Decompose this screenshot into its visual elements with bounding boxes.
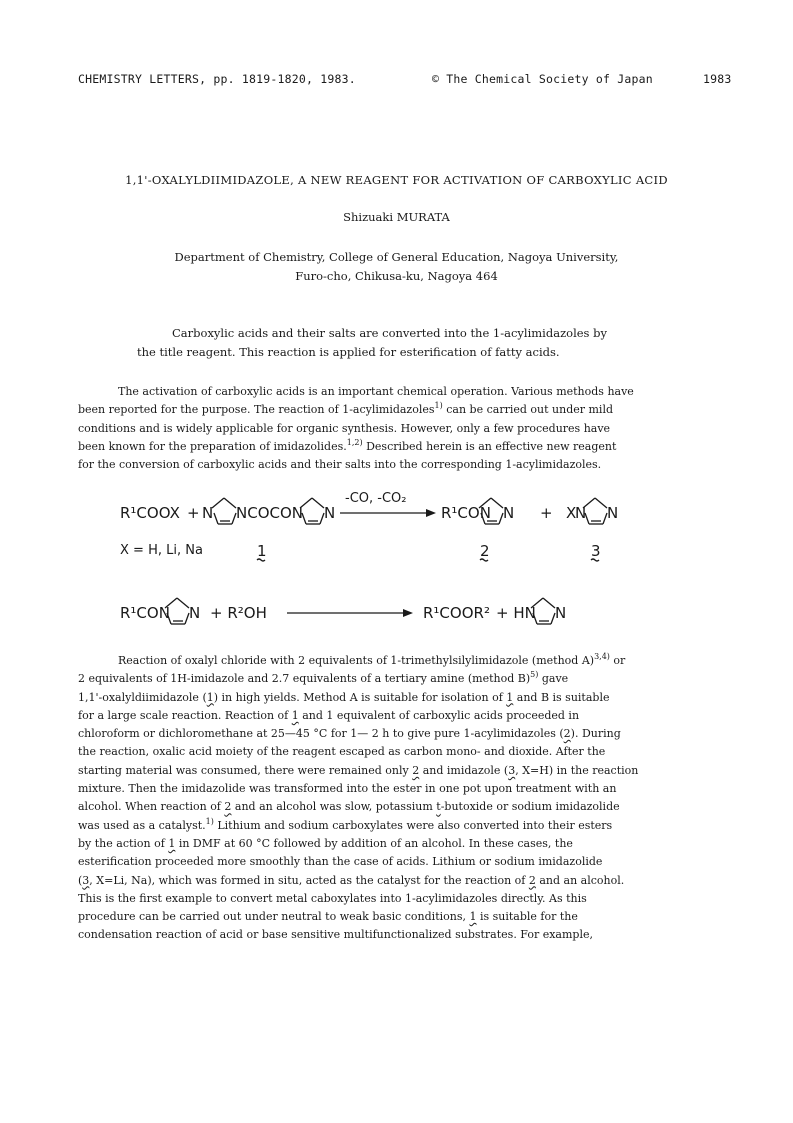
compound-label-2: 2 bbox=[480, 542, 490, 560]
compound-number: 1 bbox=[206, 690, 214, 704]
text-line: This is the first example to convert metal caboxylates into 1-acylimidazoles directly. As this bbox=[78, 891, 587, 905]
compound-label-3: 3 bbox=[591, 542, 601, 560]
citation-ref: 1) bbox=[434, 401, 443, 411]
x-prefix: X bbox=[566, 504, 577, 522]
product-acylimidazole: R¹CON bbox=[441, 504, 491, 522]
header-year: 1983 bbox=[703, 72, 732, 86]
text-line: mixture. Then the imidazolide was transformed into the ester in one pot upon treatment with an bbox=[78, 782, 617, 796]
compound-number: 2 bbox=[563, 727, 571, 741]
reagent-core: NCOCON bbox=[236, 504, 304, 522]
text-line: for a large scale reaction. Reaction of 1 and 1 equivalent of carboxylic acids proceeded in bbox=[78, 708, 580, 722]
text-line: was used as a catalyst.$^{1)}$ Lithium and sodium carboxylates were also converted into their esters bbox=[78, 816, 613, 832]
compound-number: 2 bbox=[528, 873, 536, 887]
reagent-n-left: N bbox=[202, 504, 214, 522]
compound-number: 3 bbox=[508, 763, 516, 777]
compound-number: 3 bbox=[82, 873, 90, 887]
imidazole-ring bbox=[583, 498, 607, 524]
plus-sign: + bbox=[187, 504, 200, 522]
article-title: 1,1'-OXALYLDIIMIDAZOLE, A NEW REAGENT FOR ACTIVATION OF CARBOXYLIC ACID bbox=[125, 173, 668, 187]
imidazole-n: N bbox=[555, 604, 567, 622]
journal-citation: CHEMISTRY LETTERS, pp. 1819-1820, 1983. bbox=[78, 72, 356, 86]
product-n: N bbox=[503, 504, 515, 522]
text-line: alcohol. When reaction of 2 and an alcohol was slow, potassium t-butoxide or sodium imidazolide bbox=[78, 800, 620, 814]
abstract-line-2: the title reagent. This reaction is applied for esterification of fatty acids. bbox=[137, 345, 560, 359]
arrow-label: -CO, -CO₂ bbox=[345, 491, 407, 506]
text-line: for the conversion of carboxylic acids and their salts into the corresponding 1-acylimidazoles. bbox=[78, 458, 602, 472]
text-line: Reaction of oxalyl chloride with 2 equivalents of 1-trimethylsilylimidazole (method A)$^{3,4)}$ or bbox=[118, 652, 626, 667]
plus-sign: + bbox=[540, 504, 553, 522]
text-line: (3, X=Li, Na), which was formed in situ, acted as the catalyst for the reaction of 2 and an alcohol. bbox=[78, 873, 625, 887]
text-line: been reported for the purpose. The reaction of 1-acylimidazoles$^{1)}$ can be carried out under mild bbox=[78, 401, 614, 417]
citation-ref: 1) bbox=[205, 816, 214, 826]
text-line: esterification proceeded more smoothly than the case of acids. Lithium or sodium imidazolide bbox=[78, 855, 603, 869]
acylimidazole: R¹CON bbox=[120, 604, 170, 622]
text-line: 1,1'-oxalyldiimidazole (1) in high yields. Method A is suitable for isolation of 1 and B is suitable bbox=[78, 690, 610, 704]
results-paragraph bbox=[78, 652, 715, 945]
imidazole-n-left: N bbox=[575, 504, 587, 522]
arrowhead bbox=[403, 609, 413, 617]
text-line: 2 equivalents of 1H-imidazole and 2.7 equivalents of a tertiary amine (method B)$^{5)}$ gave bbox=[78, 670, 569, 686]
text-line: conditions and is widely applicable for organic synthesis. However, only a few procedures have bbox=[78, 421, 611, 435]
imidazole-ring bbox=[300, 498, 324, 524]
arrowhead bbox=[426, 509, 436, 517]
acylimidazole-n: N bbox=[189, 604, 201, 622]
citation-ref: 5) bbox=[530, 670, 539, 680]
text-line: procedure can be carried out under neutral to weak basic conditions, 1 is suitable for the bbox=[78, 910, 578, 924]
text-line: the reaction, oxalic acid moiety of the reagent escaped as carbon mono- and dioxide. After the bbox=[78, 745, 606, 759]
compound-label-1: 1 bbox=[257, 542, 267, 560]
intro-paragraph bbox=[78, 383, 715, 474]
text-line: condensation reaction of acid or base sensitive multifunctionalized substrates. For example, bbox=[78, 928, 593, 942]
imidazole-ring bbox=[212, 498, 236, 524]
compound-number: 1 bbox=[168, 836, 176, 850]
reactant-acid: R¹COOX bbox=[120, 504, 180, 522]
x-definition: X = H, Li, Na bbox=[120, 543, 203, 558]
reaction-scheme bbox=[0, 480, 793, 650]
reagent-n-right: N bbox=[324, 504, 336, 522]
imidazole-n-right: N bbox=[607, 504, 619, 522]
abstract-line-1: Carboxylic acids and their salts are converted into the 1-acylimidazoles by bbox=[172, 326, 607, 340]
affiliation-line-2: Furo-cho, Chikusa-ku, Nagoya 464 bbox=[295, 269, 498, 283]
tert-prefix: t bbox=[436, 800, 441, 814]
text-line: starting material was consumed, there were remained only 2 and imidazole (3, X=H) in the reaction bbox=[78, 763, 639, 777]
alcohol: + R²OH bbox=[210, 604, 267, 622]
text-line: been known for the preparation of imidazolides.$^{1,2)}$ Described herein is an effective new reagent bbox=[78, 437, 617, 453]
affiliation-line-1: Department of Chemistry, College of General Education, Nagoya University, bbox=[174, 250, 619, 264]
imidazole-byproduct: + HN bbox=[496, 604, 536, 622]
author-name: Shizuaki MURATA bbox=[343, 210, 450, 224]
text-line: chloroform or dichloromethane at 25—45 °C for 1— 2 h to give pure 1-acylimidazoles (2). During bbox=[78, 727, 621, 741]
citation-ref: 3,4) bbox=[594, 652, 610, 661]
compound-number: 1 bbox=[506, 690, 514, 704]
compound-number: 1 bbox=[291, 708, 299, 722]
compound-number: 1 bbox=[469, 910, 477, 924]
citation-ref: 1,2) bbox=[346, 437, 363, 447]
text-line: by the action of 1 in DMF at 60 °C followed by addition of an alcohol. In these cases, the bbox=[78, 836, 573, 850]
ester-product: R¹COOR² bbox=[423, 604, 490, 622]
text-line: The activation of carboxylic acids is an important chemical operation. Various methods have bbox=[118, 385, 634, 398]
copyright-notice: © The Chemical Society of Japan bbox=[432, 72, 653, 86]
compound-number: 2 bbox=[224, 800, 232, 814]
compound-number: 2 bbox=[412, 763, 420, 777]
